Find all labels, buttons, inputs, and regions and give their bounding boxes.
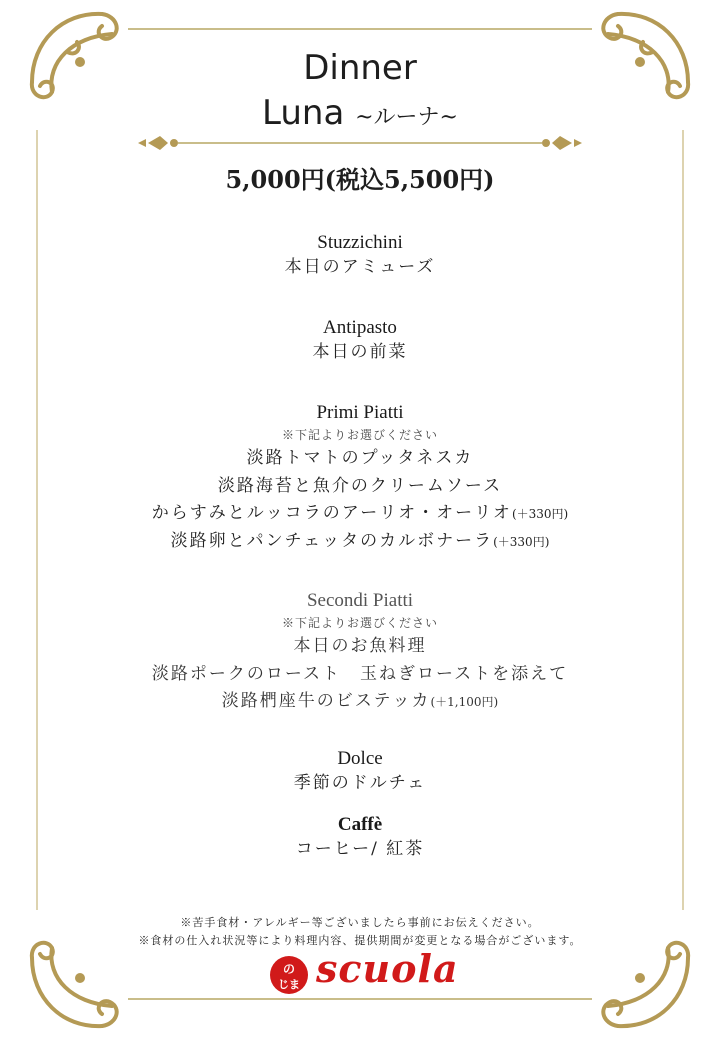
- course-name-katakana: ~ルーナ~: [355, 105, 458, 130]
- section-secondi-piatti: [0, 590, 720, 716]
- choice-note: ※下記よりお選びください: [281, 428, 438, 442]
- section-heading: Secondi Piatti: [306, 590, 414, 611]
- menu-item: からすみとルッコラのアーリオ・オーリオ(＋330円): [151, 503, 569, 523]
- section-stuzzichini: [0, 232, 720, 281]
- logo-wordmark: scuola: [316, 946, 459, 991]
- menu-item: 季節のドルチェ: [293, 773, 427, 793]
- section-heading: Stuzzichini: [317, 232, 403, 253]
- section-heading: Antipasto: [323, 317, 397, 338]
- supplement-price: (＋1,100円): [430, 695, 499, 709]
- section-dolce: [0, 748, 720, 797]
- nojima-logo-mark-icon: [268, 954, 310, 996]
- section-caffe: [0, 814, 720, 863]
- menu-item: 本日のお魚料理: [293, 636, 427, 656]
- section-heading: Dolce: [337, 748, 383, 769]
- menu-item: 淡路卵とパンチェッタのカルボナーラ(＋330円): [170, 530, 550, 551]
- course-price: 5,000円(税込5,500円): [225, 165, 495, 194]
- menu-item: 本日のアミューズ: [284, 257, 436, 277]
- allergy-note: ※苦手食材・アレルギー等ございましたら事前にお伝えください。: [180, 916, 540, 929]
- scuola-logo: [268, 946, 459, 1000]
- choice-note: ※下記よりお選びください: [281, 616, 438, 630]
- top-border-rule: [128, 28, 592, 30]
- section-primi-piatti: [0, 402, 720, 555]
- menu-item: 淡路ポークのロースト 玉ねぎローストを添えて: [151, 663, 569, 684]
- course-name-latin: Luna: [262, 93, 345, 133]
- menu-item: 淡路トマトのプッタネスカ: [246, 448, 474, 468]
- ingredients-note: ※食材の仕入れ状況等により料理内容、提供期間が変更となる場合がございます。: [138, 934, 582, 947]
- section-heading: Primi Piatti: [316, 402, 404, 423]
- course-name: [0, 93, 720, 133]
- svg-text:じま: じま: [278, 978, 300, 991]
- menu-title: Dinner: [303, 48, 417, 88]
- menu-item: 本日の前菜: [312, 342, 408, 362]
- menu-item: 淡路椚座牛のビステッカ(＋1,100円): [221, 691, 499, 711]
- menu-item: コーヒー/ 紅茶: [295, 839, 425, 859]
- supplement-price: (＋330円): [511, 507, 569, 521]
- svg-text:の: の: [282, 962, 296, 976]
- section-antipasto: [0, 317, 720, 366]
- supplement-price: (＋330円): [493, 534, 550, 549]
- title-divider-ornament-icon: [138, 128, 582, 158]
- menu-item: 淡路海苔と魚介のクリームソース: [217, 475, 503, 496]
- section-heading: Caffè: [337, 814, 383, 835]
